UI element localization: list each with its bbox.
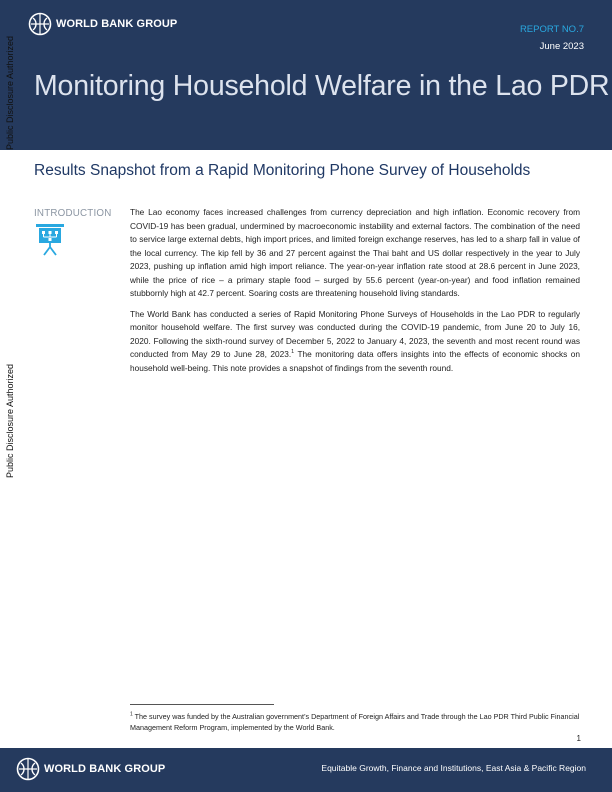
page-subtitle: Results Snapshot from a Rapid Monitoring Phone Survey of Households bbox=[34, 162, 531, 179]
intro-paragraph-2-text: The World Bank has conducted a series of Rapid Monitoring Phone Surveys of Households in the Lao PDR to regularly monitor household welfare. The first survey was conducted during the COVID-19 pandemic, from June 20 to July 16, 2020. Following the sixth-round survey of December 5, 2022 to January 4, 2023, the seventh and most recent round was conducted from May 29 to June 28, 2023. bbox=[130, 308, 580, 359]
footer-org-name: WORLD BANK GROUP bbox=[44, 763, 166, 775]
header-org-name: WORLD BANK GROUP bbox=[56, 18, 178, 30]
footer-globe-icon bbox=[16, 757, 40, 781]
introduction-body bbox=[130, 206, 580, 382]
world-bank-logo bbox=[28, 12, 177, 36]
presentation-chart-icon bbox=[36, 224, 64, 261]
report-date: June 2023 bbox=[539, 41, 584, 52]
footnote-divider bbox=[130, 704, 274, 705]
footnote-reference: 1 bbox=[291, 349, 295, 356]
disclosure-label-bottom: Public Disclosure Authorized bbox=[5, 363, 15, 478]
globe-icon bbox=[28, 12, 52, 36]
page-number: 1 bbox=[576, 734, 581, 743]
footnote-text: The survey was funded by the Australian government’s Department of Foreign Affairs and Trade through the Lao PDR Third Public Financial Management Reform Program, implemented by the World Bank. bbox=[130, 712, 580, 732]
section-label: INTRODUCTION bbox=[34, 208, 112, 219]
page-title: Monitoring Household Welfare in the Lao PDR bbox=[34, 70, 610, 102]
report-number: REPORT NO.7 bbox=[519, 24, 584, 35]
footnote-marker: 1 bbox=[130, 711, 133, 718]
footnote bbox=[130, 711, 580, 733]
intro-paragraph-2-continued: The monitoring data offers insights into the effects of economic shocks on household well-being. This note provides a snapshot of findings from the seventh round. bbox=[130, 349, 580, 373]
intro-paragraph-2 bbox=[130, 308, 580, 376]
footer-world-bank-logo bbox=[16, 757, 165, 781]
disclosure-label-top: Public Disclosure Authorized bbox=[5, 35, 15, 150]
intro-paragraph-1: The Lao economy faces increased challenges from currency depreciation and high inflation. Economic recovery from COVID-19 has been gradual, undermined by macroeconomic instability and external factors. The combination of the need to service large external debts, high import prices, and limited foreign exchange reserves, has led to a sharp fall in value of the local currency. The kip fell by 36 and 27 percent against the Thai baht and US dollar respectively in the year to July 2023, pushing up inflation amid high import reliance. The year-on-year inflation rate stood at 28.6 percent in June 2023, while the price of rice – a primary staple food – surged by 55.6 percent (year-on-year) and food inflation remained stubbornly high at 42.7 percent. Soaring costs are threatening household living standards. bbox=[130, 207, 580, 298]
footer-tagline: Equitable Growth, Finance and Institutions, East Asia & Pacific Region bbox=[321, 763, 586, 773]
